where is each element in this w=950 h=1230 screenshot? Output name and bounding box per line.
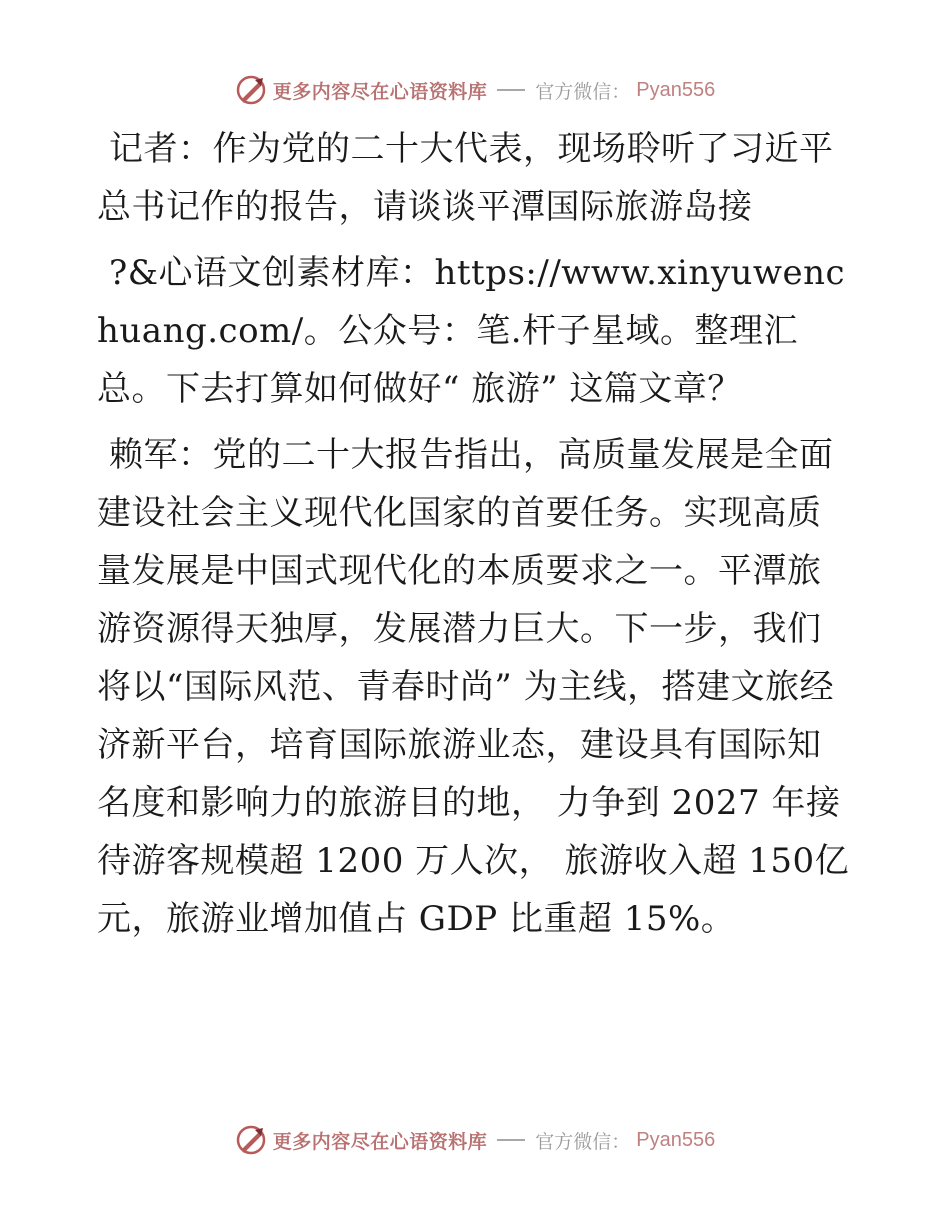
footer-banner-content [235,1124,716,1156]
footer-banner [0,1120,950,1160]
banner-main-text: 更多内容尽在心语资料库 [272,80,488,103]
paragraph-question: 记者：作为党的二十大代表，现场聆听了习近平总书记作的报告，请谈谈平潭国际旅游岛接 [97,129,834,227]
banner-wechat-id: Pyan556 [636,1128,716,1151]
banner-sub-text: 官方微信： [535,1130,631,1153]
header-banner [0,70,950,110]
banner-dash [497,89,525,91]
article-body [97,120,853,956]
banner-main-text: 更多内容尽在心语资料库 [272,1130,488,1153]
quill-pen-logo-icon [235,1124,267,1156]
banner-dash [497,1139,525,1141]
paragraph-source-note: ?&心语文创素材库：https://www.xinyuwenchuang.com/。公众号：笔.杆子星域。整理汇总。下去打算如何做好“ 旅游” 这篇文章？ [97,253,846,409]
banner-sub-text: 官方微信： [535,80,631,103]
quill-pen-logo-icon [235,74,267,106]
paragraph-answer: 赖军：党的二十大报告指出，高质量发展是全面建设社会主义现代化国家的首要任务。实现高质量发展是中国式现代化的本质要求之一。平潭旅游资源得天独厚，发展潜力巨大。下一步，我们将以“国际风范、青春时尚” 为主线，搭建文旅经济新平台，培育国际旅游业态，建设具有国际知名度和影响力的旅游目的地， 力争到 2027 年接待游客规模超 1200 万人次， 旅游收入超 150亿元，旅游业增加值占 GDP 比重超 15%。 [97,435,850,939]
header-banner-content [235,74,716,106]
banner-wechat-id: Pyan556 [636,78,716,101]
